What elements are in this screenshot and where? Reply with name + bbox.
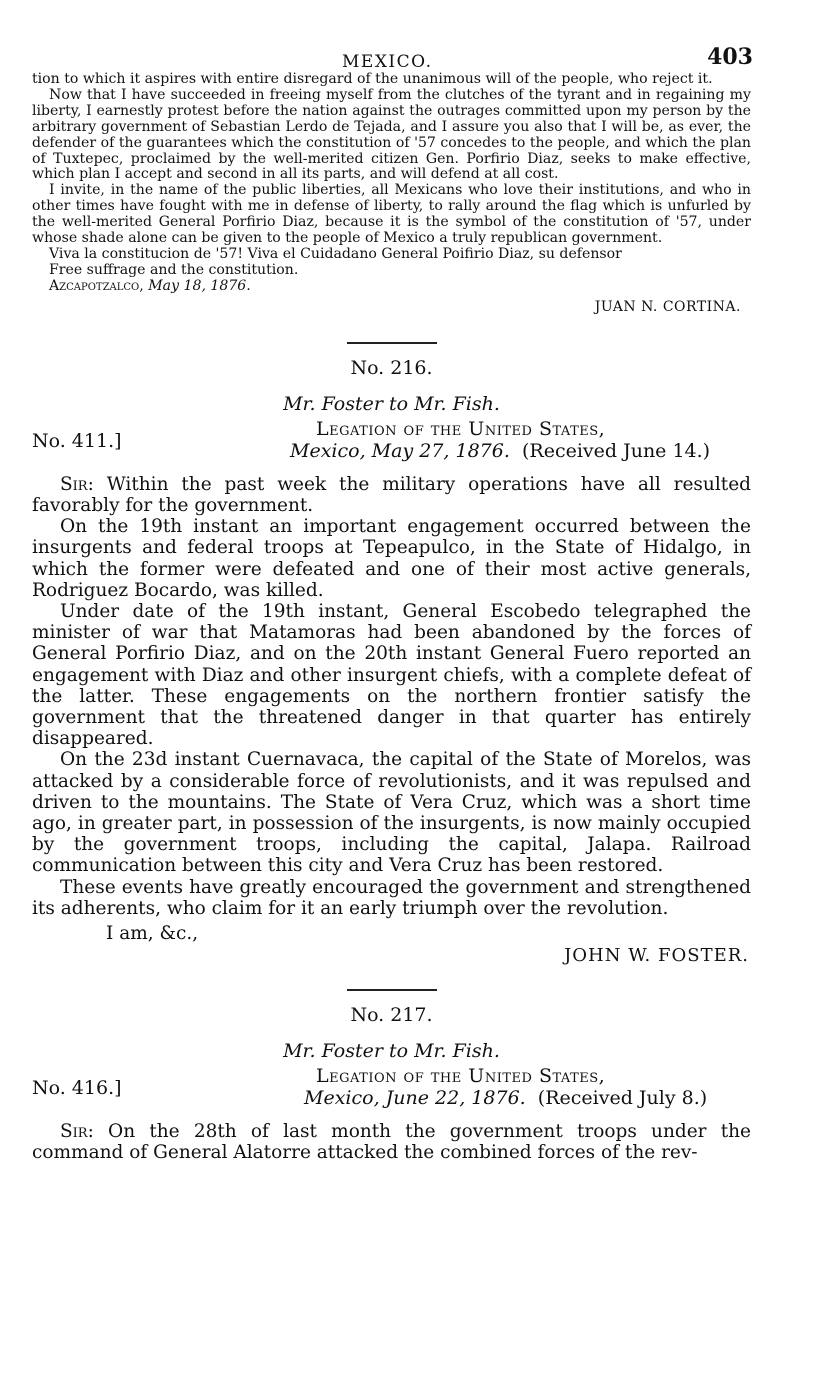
paragraph — [32, 1121, 751, 1163]
signature: JUAN N. CORTINA. — [594, 298, 741, 315]
place: Mexico, — [290, 439, 366, 462]
document-heading: Mr. Foster to Mr. Fish. — [283, 1039, 500, 1062]
paragraph-text: Within the past week the military operations have all resulted favorably for the government. — [32, 473, 751, 516]
paragraph: Viva la constitucion de '57! Viva el Cuidadano General Poifirio Diaz, su defensor — [49, 245, 622, 262]
paragraph-text: On the 28th of last month the government troops under the command of General Alatorre attacked the combined forces of the rev- — [32, 1120, 751, 1164]
received-note: (Received July 8.) — [537, 1086, 708, 1109]
salutation: Sir: — [60, 473, 94, 495]
legation: Legation of the United States, — [316, 417, 606, 440]
paragraph: Free suffrage and the constitution. — [49, 261, 299, 278]
date: May 18, 1876. — [148, 277, 251, 294]
paragraph: These events have greatly encouraged the government and strengthened its adherents, who claim for it an early triumph over the revolution. — [32, 876, 751, 919]
date: May 27, 1876. — [371, 439, 510, 462]
dateline — [32, 418, 751, 464]
foster-letter-217 — [32, 1121, 751, 1163]
page-number: 403 — [707, 44, 753, 70]
running-title: MEXICO. — [342, 52, 433, 72]
date: June 22, 1876. — [385, 1086, 526, 1109]
cortina-letter — [32, 72, 751, 295]
signature: JOHN W. FOSTER. — [564, 944, 749, 966]
received-note: (Received June 14.) — [521, 439, 711, 462]
document-number: No. 216. — [350, 356, 433, 379]
section-rule — [347, 342, 437, 344]
dateline — [32, 1065, 751, 1111]
paragraph: Under date of the 19th instant, General Escobedo telegraphed the minister of war that Matamoras had been abandoned by the forces of General Porfirio Diaz, and on the 20th instant General Fuero reported an engagement with Diaz and other insurgent chiefs, with a complete defeat of the latter. These engagements on the northern frontier satisfy the government that the threatened danger in that quarter has entirely disappeared. — [32, 600, 751, 750]
document-number: No. 217. — [350, 1003, 433, 1026]
legation: Legation of the United States, — [316, 1064, 606, 1087]
closing: I am, &c., — [106, 922, 199, 944]
paragraph — [32, 474, 751, 516]
paragraph: Now that I have succeeded in freeing myself from the clutches of the tyrant and in regaining my liberty, I earnestly protest before the nation against the outrages committed upon my person by the arbitrary government of Sebastian Lerdo de Tejada, and I assure you also that I will be, as ever, the defender of the guarantees which the constitution of '57 concedes to the people, and which the plan of Tuxtepec, proclaimed by the well-merited citizen Gen. Porfirio Diaz, seeks to make effective, which plan I accept and second in all its parts, and will defend at all cost. — [32, 86, 751, 183]
salutation: Sir: — [60, 1120, 94, 1142]
paragraph: On the 23d instant Cuernavaca, the capital of the State of Morelos, was attacked by a considerable force of revolutionists, and it was repulsed and driven to the mountains. The State of Vera Cruz, which was a short time ago, in greater part, in possession of the insurgents, is now mainly occupied by the government troops, including the capital, Jalapa. Railroad communication between this city and Vera Cruz has been restored. — [32, 749, 751, 877]
running-head — [32, 38, 751, 72]
place: Mexico, — [304, 1086, 380, 1109]
paragraph: tion to which it aspires with entire disregard of the unanimous will of the people, who reject it. — [32, 71, 713, 87]
foster-letter-216 — [32, 474, 751, 919]
place-date — [290, 440, 710, 462]
place-date-line — [32, 279, 751, 295]
paragraph: On the 19th instant an important engagement occurred between the insurgents and federal troops at Tepeapulco, in the State of Hidalgo, in which the former were defeated and one of their most active generals, Rodriguez Bocardo, was killed. — [32, 516, 751, 601]
section-rule — [347, 989, 437, 991]
document-heading: Mr. Foster to Mr. Fish. — [283, 392, 500, 415]
place: Azcapotzalco, — [49, 277, 144, 294]
place-date — [304, 1087, 707, 1109]
dispatch-number: No. 411.] — [32, 429, 122, 452]
paragraph: I invite, in the name of the public liberties, all Mexicans who love their institutions, and who in other times have fought with me in defense of liberty, to rally around the flag which is unfurled by the well-merited General Porfirio Diaz, because it is the symbol of the constitution of '57, under whose shade alone can be given to the people of Mexico a truly republican government. — [32, 182, 751, 247]
dispatch-number: No. 416.] — [32, 1076, 122, 1099]
